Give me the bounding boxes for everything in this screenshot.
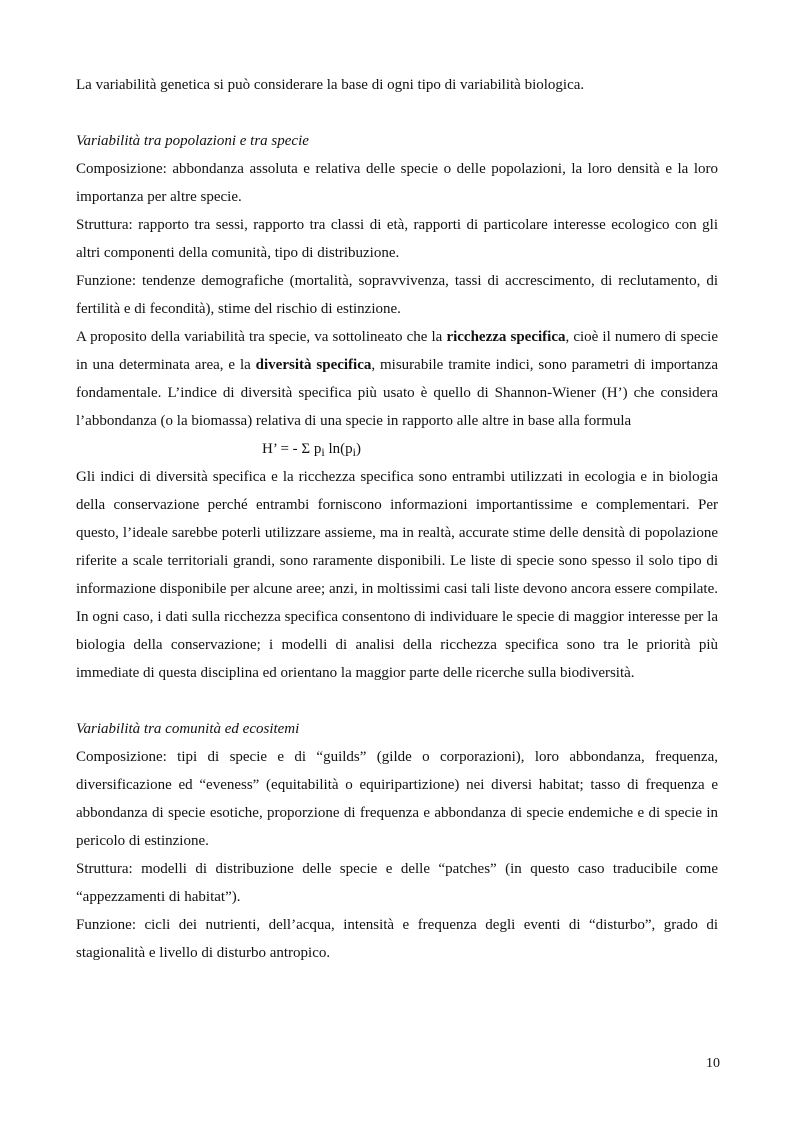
formula-end: ) (356, 441, 362, 457)
spacer (76, 99, 718, 127)
paragraph-funzione: Funzione: tendenze demografiche (mortalità, sopravvivenza, tassi di accrescimento, di reclutamento, di fertilità e di fecondità), stime del rischio di estinzione. (76, 273, 718, 317)
paragraph-struttura: Struttura: rapporto tra sessi, rapporto tra classi di età, rapporti di particolare interesse ecologico con gli altri componenti della comunità, tipo di distribuzione. (76, 217, 718, 261)
term-diversita-specifica: diversità specifica (255, 357, 372, 373)
page-number: 10 (706, 1056, 720, 1071)
intro-paragraph: La variabilità genetica si può considerare la base di ogni tipo di variabilità biologica. (76, 77, 585, 93)
formula-subscript: i (321, 445, 325, 459)
formula-lhs: H’ = - Σ p (262, 441, 322, 457)
formula-mid: ln(p (324, 441, 353, 457)
paragraph-composizione-2: Composizione: tipi di specie e di “guilds” (gilde o corporazioni), loro abbondanza, frequenza, diversificazione ed “eveness” (equitabilità o equiripartizione) nei diversi habitat; tasso di frequenza e abbondanza di specie esotiche, proporzione di frequenza e abbondanza di specie endemiche e di specie in pericolo di estinzione. (76, 749, 718, 849)
section-heading-species: Variabilità tra popolazioni e tra specie (76, 133, 309, 149)
shannon-formula (76, 435, 718, 463)
paragraph-composizione: Composizione: abbondanza assoluta e relativa delle specie o delle popolazioni, la loro densità e la loro importanza per altre specie. (76, 161, 718, 205)
section-heading-communities: Variabilità tra comunità ed ecositemi (76, 721, 300, 737)
paragraph-indici: Gli indici di diversità specifica e la ricchezza specifica sono entrambi utilizzati in ecologia e in biologia della conservazione perché entrambi forniscono informazioni importantissime e complementari. Per questo, l’ideale sarebbe poterli utilizzare assieme, ma in realtà, accurate stime delle densità di popolazione riferite a scale territoriali grandi, sono raramente disponibili. Le liste di specie sono spesso il solo tipo di informazione disponibile per alcune aree; anzi, in moltissimi casi tali liste devono ancora essere compilate. In ogni caso, i dati sulla ricchezza specifica consentono di individuare le specie di maggior interesse per la biologia della conservazione; i modelli di analisi della ricchezza specifica sono tra le priorità più immediate di questa disciplina ed orientano la maggior parte delle ricerche sulla biodiversità. (76, 469, 718, 681)
page-content (76, 71, 718, 967)
paragraph-funzione-2: Funzione: cicli dei nutrienti, dell’acqua, intensità e frequenza degli eventi di “disturbo”, grado di stagionalità e livello di disturbo antropico. (76, 917, 718, 961)
spacer (76, 687, 718, 715)
term-ricchezza-specifica: ricchezza specifica (446, 329, 566, 345)
text-run: A proposito della variabilità tra specie, va sottolineato che la (76, 329, 447, 345)
formula-subscript: i (352, 445, 357, 459)
text-run: , cioè il numero di specie in una determinata area, e la (76, 329, 718, 373)
text-run: , misurabile tramite indici, sono parametri di importanza fondamentale. L’indice di diversità specifica più usato è quello di Shannon-Wiener (H’) che considera l’abbondanza (o la biomassa) relativa di una specie in rapporto alle altre in base alla formula (76, 357, 719, 429)
paragraph-struttura-2: Struttura: modelli di distribuzione delle specie e delle “patches” (in questo caso traducibile come “appezzamenti di habitat”). (76, 861, 718, 905)
paragraph-shannon (76, 323, 718, 435)
